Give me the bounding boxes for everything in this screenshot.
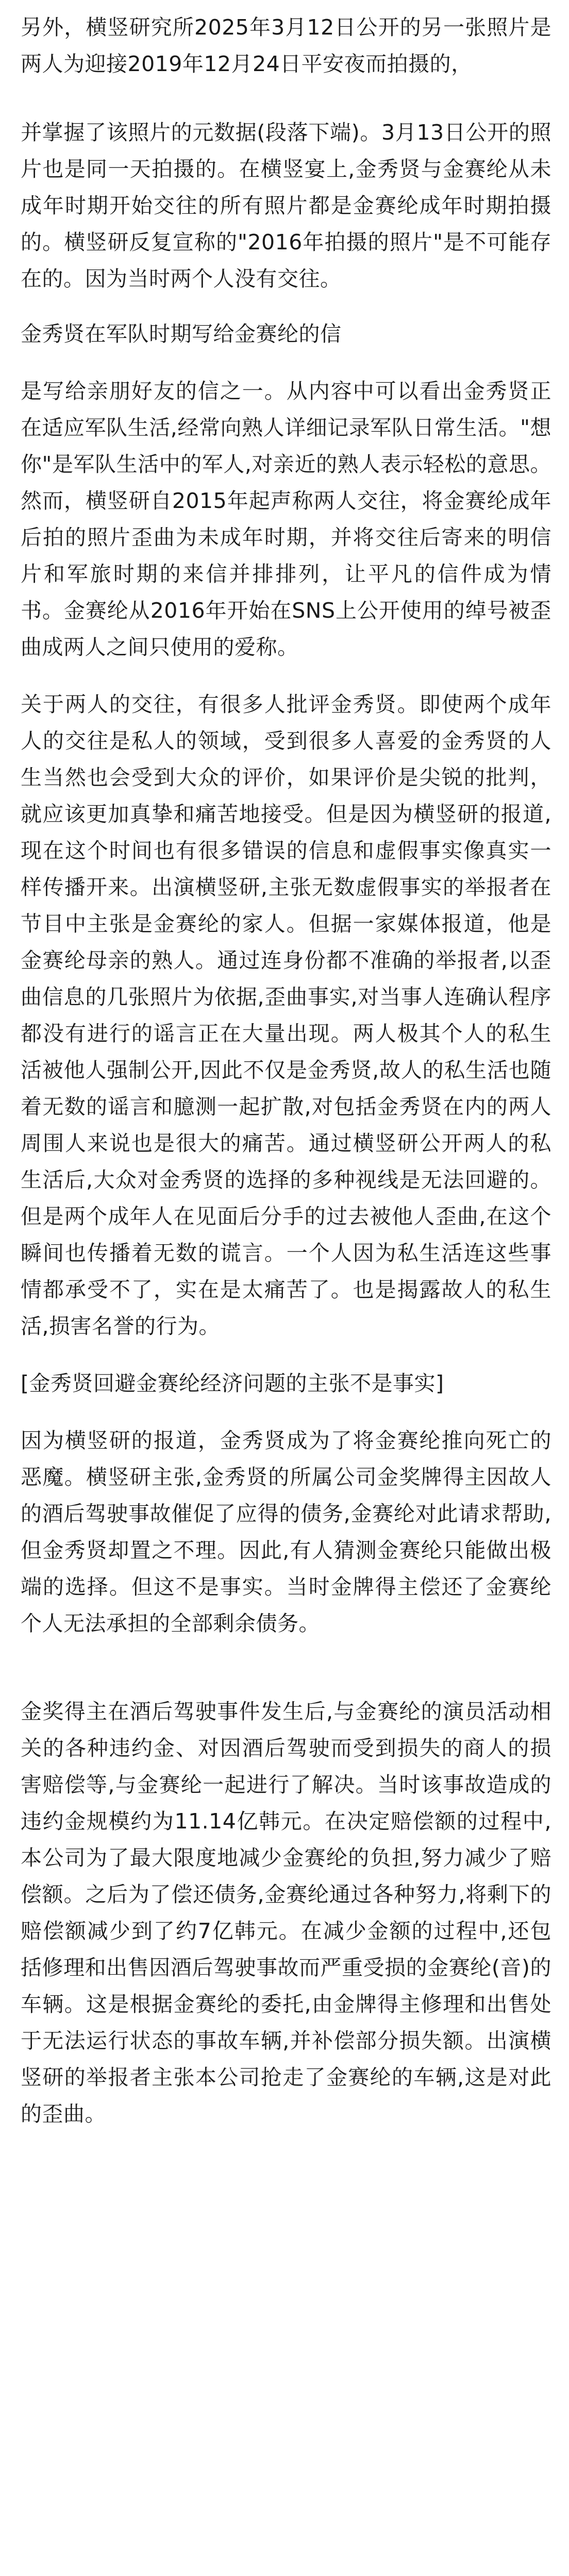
paragraph-metadata: 并掌握了该照片的元数据(段落下端)。3月13日公开的照片也是同一天拍摄的。在横竖宴上,金秀贤与金赛纶从未成年时期开始交往的所有照片都是金赛纶成年时期拍摄的。横竖研反复宣称的"2016年拍摄的照片"是不可能存在的。因为当时两个人没有交往。 — [21, 120, 551, 291]
paragraph-photo-date: 另外，横竖研究所2025年3月12日公开的另一张照片是两人为迎接2019年12月24日平安夜而拍摄的， — [21, 15, 551, 76]
section-heading-letters: 金秀贤在军队时期写给金赛纶的信 — [21, 321, 342, 346]
paragraph-relationship: 关于两人的交往，有很多人批评金秀贤。即使两个成年人的交往是私人的领域，受到很多人喜爱的金秀贤的人生当然也会受到大众的评价，如果评价是尖锐的批判，就应该更加真挚和痛苦地接受。但是因为横竖研的报道,现在这个时间也有很多错误的信息和虚假事实像真实一样传播开来。出演横竖研,主张无数虚假事实的举报者在节目中主张是金赛纶的家人。但据一家媒体报道，他是金赛纶母亲的熟人。通过连身份都不准确的举报者,以歪曲信息的几张照片为依据,歪曲事实,对当事人连确认程序都没有进行的谣言正在大量出现。两人极其个人的私生活被他人强制公开,因此不仅是金秀贤,故人的私生活也随着无数的谣言和臆测一起扩散,对包括金秀贤在内的两人周围人来说也是很大的痛苦。通过横竖研公开两人的私生活后,大众对金秀贤的选择的多种视线是无法回避的。但是两个成年人在见面后分手的过去被他人歪曲,在这个瞬间也传播着无数的谎言。一个人因为私生活连这些事情都承受不了，实在是太痛苦了。也是揭露故人的私生活,损害名誉的行为。 — [21, 692, 551, 1338]
section-heading-debt: [金秀贤回避金赛纶经济问题的主张不是事实] — [21, 1371, 444, 1396]
paragraph-compensation: 金奖得主在酒后驾驶事件发生后,与金赛纶的演员活动相关的各种违约金、对因酒后驾驶而受到损失的商人的损害赔偿等,与金赛纶一起进行了解决。当时该事故造成的违约金规模约为11.14亿韩元。在决定赔偿额的过程中,本公司为了最大限度地减少金赛纶的负担,努力减少了赔偿额。之后为了偿还债务,金赛纶通过各种努力,将剩下的赔偿额减少到了约7亿韩元。在减少金额的过程中,还包括修理和出售因酒后驾驶事故而严重受损的金赛纶(音)的车辆。这是根据金赛纶的委托,由金牌得主修理和出售处于无法运行状态的事故车辆,并补偿部分损失额。出演横竖研的举报者主张本公司抢走了金赛纶的车辆,这是对此的歪曲。 — [21, 1699, 551, 2126]
paragraph-military-letters: 是写给亲朋好友的信之一。从内容中可以看出金秀贤正在适应军队生活,经常向熟人详细记录军队日常生活。"想你"是军队生活中的军人,对亲近的熟人表示轻松的意思。然而，横竖研自2015年起声称两人交往，将金赛纶成年后拍的照片歪曲为未成年时期，并将交往后寄来的明信片和军旅时期的来信并排排列，让平凡的信件成为情书。金赛纶从2016年开始在SNS上公开使用的绰号被歪曲成两人之间只使用的爱称。 — [21, 379, 551, 659]
paragraph-debt-claim: 因为横竖研的报道，金秀贤成为了将金赛纶推向死亡的恶魔。横竖研主张,金秀贤的所属公司金奖牌得主因故人的酒后驾驶事故催促了应得的债务,金赛纶对此请求帮助,但金秀贤却置之不理。因此,有人猜测金赛纶只能做出极端的选择。但这不是事实。当时金牌得主偿还了金赛纶个人无法承担的全部剩余债务。 — [21, 1428, 551, 1636]
